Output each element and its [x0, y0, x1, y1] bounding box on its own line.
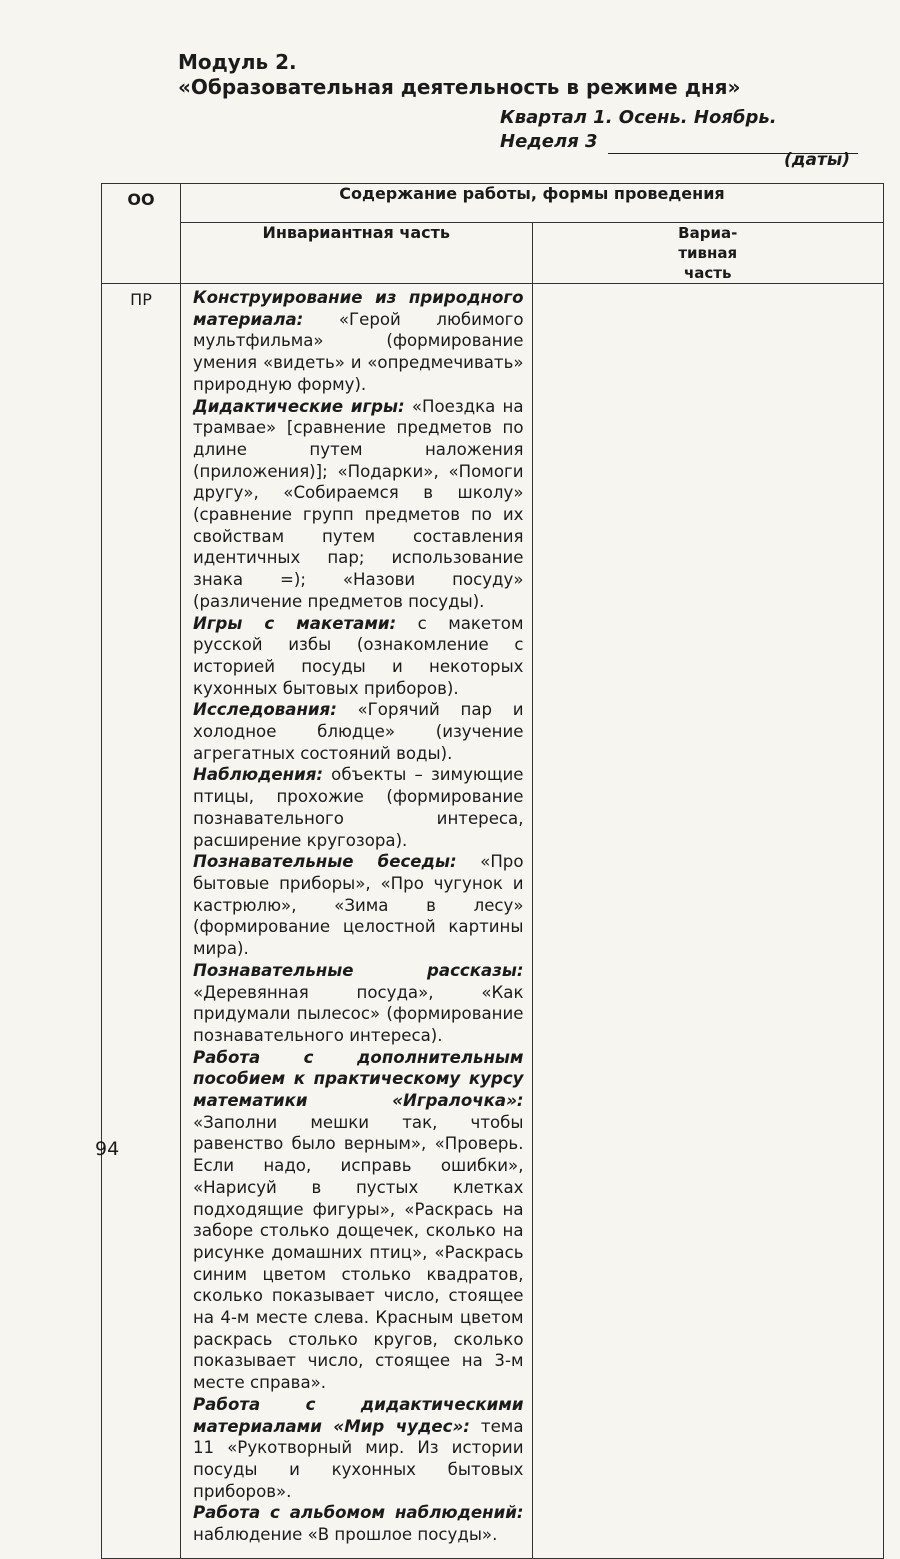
module-heading	[178, 50, 740, 100]
item-heading: Познавательные рассказы:	[193, 960, 524, 980]
item-text: «Деревянная посуда», «Как придумали пылесос» (формирование познавательного интереса).	[193, 982, 524, 1045]
module-label: Модуль 2.	[178, 50, 297, 74]
col-invariant-header: Инвариантная часть	[181, 223, 533, 284]
content-item	[193, 287, 524, 396]
item-heading: Познавательные беседы:	[193, 852, 457, 872]
item-text: тема 11 «Рукотворный мир. Из истории посуды и кухонных бытовых приборов».	[193, 1416, 524, 1501]
content-item	[193, 1047, 524, 1394]
col-area-header: ОО	[102, 184, 181, 284]
content-item	[193, 1502, 524, 1545]
item-heading: Конструирование из природного материала:	[193, 288, 524, 329]
item-heading: Работа с альбомом наблюдений:	[193, 1503, 524, 1523]
period-block	[500, 106, 860, 154]
variative-content-cell	[532, 284, 884, 1559]
module-title: «Образовательная деятельность в режиме дня»	[178, 75, 741, 99]
item-text: с макетом русской избы (ознакомление с историей посуды и некоторых кухонных бытовых приборов).	[193, 613, 524, 698]
week-label: Неделя 3	[500, 131, 598, 152]
item-heading: Игры с макетами:	[193, 613, 397, 633]
content-item	[193, 613, 524, 700]
work-plan-table	[101, 183, 884, 1559]
item-text: «Заполни мешки так, чтобы равенство было верным», «Проверь. Если надо, исправь ошибки», «Нарисуй в пустых клетках подходящие фигуры», «Раскрась на заборе столько дощечек, сколько на рисунке домашних птиц», «Раскрась синим цветом столько квадратов, сколько показывает число, стоящее на 4-м месте слева. Красным цветом раскрась столько кругов, сколько показывает число, стоящее на 3-м месте справа».	[193, 1112, 524, 1393]
content-item	[193, 851, 524, 960]
content-item	[193, 1394, 524, 1503]
item-text: «Горячий пар и холодное блюдце» (изучение агрегатных состояний воды).	[193, 700, 524, 763]
col-variative-header	[532, 223, 884, 284]
content-item	[193, 699, 524, 764]
item-text: объекты – зимующие птицы, прохожие (формирование познавательного интереса, расширение кругозора).	[193, 765, 524, 850]
content-item	[193, 396, 524, 613]
quarter-label: Квартал 1. Осень. Ноябрь.	[500, 107, 777, 128]
item-text: наблюдение «В прошлое посуды».	[193, 1525, 498, 1545]
content-item	[193, 764, 524, 851]
item-text: «Поездка на трамвае» [сравнение предметов по длине путем наложения (приложения)]; «Подарки», «Помоги другу», «Собираемся в школу» (сравнение групп предметов по их свойствам путем составления идентичных пар; использование знака =); «Назови посуду» (различение предметов посуды).	[193, 396, 524, 611]
col-content-header: Содержание работы, формы проведения	[181, 184, 884, 223]
col-variative-line: тивная	[678, 244, 738, 262]
item-text: «Про бытовые приборы», «Про чугунок и кастрюлю», «Зима в лесу» (формирование целостной картины мира).	[193, 852, 524, 959]
item-heading: Работа с дидактическими материалами «Мир чудес»:	[193, 1394, 524, 1436]
item-heading: Работа с дополнительным пособием к практическому курсу математики «Игралочка»:	[193, 1047, 524, 1111]
page-number: 94	[95, 1138, 120, 1160]
col-variative-line: часть	[684, 264, 732, 282]
invariant-content-cell	[181, 284, 533, 1559]
content-item	[193, 960, 524, 1047]
item-heading: Дидактические игры:	[193, 396, 405, 416]
item-heading: Наблюдения:	[193, 765, 323, 785]
row-area-cell: ПР	[102, 284, 181, 1559]
item-text: «Герой любимого мультфильма» (формирование умения «видеть» и «опредмечивать» природную форму).	[193, 309, 524, 394]
dates-label: (даты)	[784, 150, 850, 170]
item-heading: Исследования:	[193, 700, 337, 720]
col-variative-line: Вариа-	[678, 224, 738, 242]
